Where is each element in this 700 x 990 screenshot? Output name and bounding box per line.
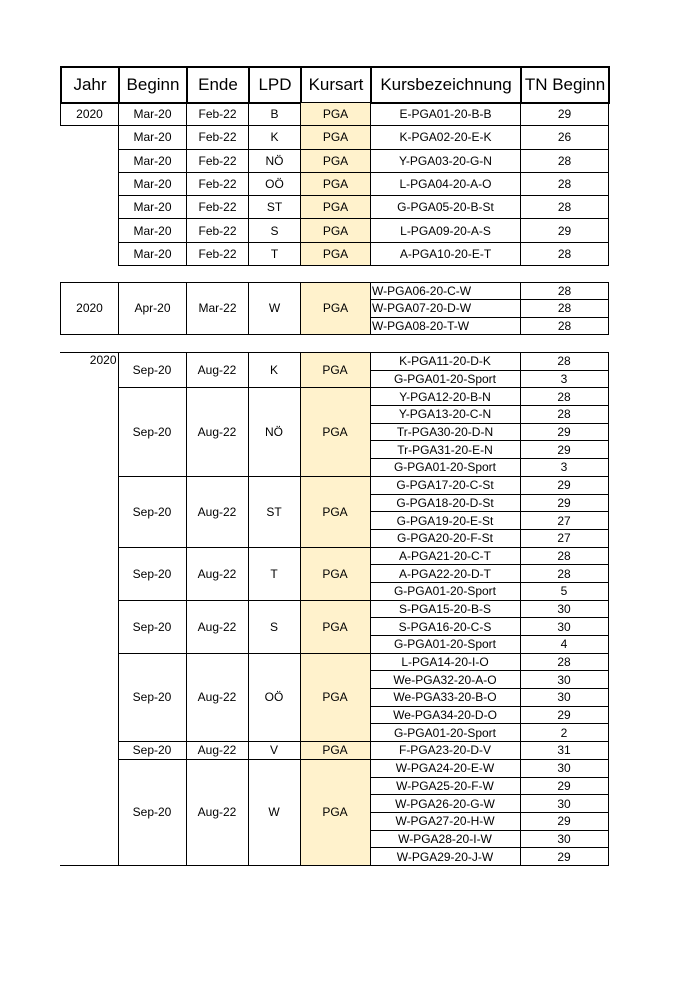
lpd-cell: NÖ	[248, 388, 300, 476]
jahr-cell: 2020	[60, 353, 118, 866]
lpd-cell: B	[249, 103, 301, 126]
lpd-cell: OÖ	[248, 653, 300, 741]
jahr-empty	[61, 219, 119, 242]
tn-cell: 29	[520, 848, 608, 866]
kursart-cell: PGA	[301, 103, 371, 126]
header-ende: Ende	[187, 67, 249, 103]
table-row	[60, 353, 608, 371]
kursbezeichnung-cell: G-PGA20-20-F-St	[370, 529, 520, 547]
tn-cell: 3	[520, 370, 608, 388]
kursbezeichnung-cell: A-PGA21-20-C-T	[370, 547, 520, 565]
jahr-empty	[61, 172, 119, 195]
table-row	[61, 196, 609, 219]
kursbezeichnung-cell: W-PGA07-20-D-W	[371, 300, 521, 317]
kursart-cell: PGA	[301, 172, 371, 195]
table-row	[61, 149, 609, 172]
kursbezeichnung-cell: W-PGA26-20-G-W	[370, 795, 520, 813]
kursart-cell: PGA	[300, 547, 370, 600]
ende-cell: Aug-22	[186, 742, 248, 760]
tn-cell: 31	[520, 742, 608, 760]
kursbezeichnung-cell: A-PGA10-20-E-T	[371, 242, 521, 265]
kursart-cell: PGA	[300, 653, 370, 741]
table-row	[60, 742, 608, 760]
kursbezeichnung-cell: G-PGA19-20-E-St	[370, 512, 520, 530]
jahr-empty	[61, 196, 119, 219]
tn-cell: 29	[520, 812, 608, 830]
ende-cell: Aug-22	[186, 353, 248, 388]
table-row	[60, 388, 608, 406]
kursart-cell: PGA	[300, 388, 370, 476]
kursart-cell: PGA	[300, 742, 370, 760]
header-kursart: Kursart	[301, 67, 371, 103]
lpd-cell: K	[249, 126, 301, 149]
table-row	[61, 126, 609, 149]
kursbezeichnung-cell: K-PGA02-20-E-K	[371, 126, 521, 149]
kursart-cell: PGA	[300, 476, 370, 547]
tn-cell: 4	[520, 636, 608, 654]
tn-cell: 28	[521, 242, 609, 265]
kursbezeichnung-cell: We-PGA34-20-D-O	[370, 706, 520, 724]
beginn-cell: Apr-20	[119, 283, 187, 335]
jahr-cell: 2020	[61, 103, 119, 126]
tn-cell: 30	[520, 600, 608, 618]
beginn-cell: Sep-20	[118, 759, 186, 865]
tn-cell: 30	[520, 618, 608, 636]
ende-cell: Aug-22	[186, 388, 248, 476]
header-jahr: Jahr	[61, 67, 119, 103]
tn-cell: 28	[521, 300, 609, 317]
tn-cell: 29	[520, 441, 608, 459]
kursbezeichnung-cell: Y-PGA13-20-C-N	[370, 406, 520, 424]
kursbezeichnung-cell: Y-PGA12-20-B-N	[370, 388, 520, 406]
beginn-cell: Sep-20	[118, 742, 186, 760]
kursbezeichnung-cell: G-PGA01-20-Sport	[370, 459, 520, 477]
kursart-cell: PGA	[300, 353, 370, 388]
kursbezeichnung-cell: W-PGA06-20-C-W	[371, 283, 521, 300]
table-row	[61, 172, 609, 195]
tn-cell: 30	[520, 795, 608, 813]
kursbezeichnung-cell: L-PGA09-20-A-S	[371, 219, 521, 242]
kursart-cell: PGA	[300, 600, 370, 653]
kursbezeichnung-cell: Tr-PGA30-20-D-N	[370, 423, 520, 441]
table-row	[60, 600, 608, 618]
table-row	[60, 547, 608, 565]
kursbezeichnung-cell: G-PGA17-20-C-St	[370, 476, 520, 494]
ende-cell: Feb-22	[187, 242, 249, 265]
kursbezeichnung-cell: W-PGA08-20-T-W	[371, 317, 521, 334]
tn-cell: 29	[520, 476, 608, 494]
kursbezeichnung-cell: E-PGA01-20-B-B	[371, 103, 521, 126]
kursbezeichnung-cell: L-PGA14-20-I-O	[370, 653, 520, 671]
block1-table	[60, 102, 609, 266]
kursbezeichnung-cell: W-PGA24-20-E-W	[370, 759, 520, 777]
tn-cell: 29	[520, 706, 608, 724]
header-kursbezeichnung: Kursbezeichnung	[371, 67, 521, 103]
tn-cell: 29	[520, 777, 608, 795]
ende-cell: Feb-22	[187, 126, 249, 149]
tn-cell: 27	[520, 512, 608, 530]
tn-cell: 30	[520, 759, 608, 777]
kursbezeichnung-cell: We-PGA32-20-A-O	[370, 671, 520, 689]
table-row	[60, 476, 608, 494]
beginn-cell: Mar-20	[119, 103, 187, 126]
ende-cell: Feb-22	[187, 103, 249, 126]
kursbezeichnung-cell: A-PGA22-20-D-T	[370, 565, 520, 583]
tn-cell: 28	[520, 547, 608, 565]
beginn-cell: Mar-20	[119, 149, 187, 172]
lpd-cell: S	[248, 600, 300, 653]
tn-cell: 28	[521, 172, 609, 195]
ende-cell: Feb-22	[187, 149, 249, 172]
kursbezeichnung-cell: Y-PGA03-20-G-N	[371, 149, 521, 172]
jahr-empty	[61, 149, 119, 172]
beginn-cell: Sep-20	[118, 388, 186, 476]
ende-cell: Feb-22	[187, 172, 249, 195]
kursbezeichnung-cell: W-PGA25-20-F-W	[370, 777, 520, 795]
lpd-cell: K	[248, 353, 300, 388]
beginn-cell: Sep-20	[118, 547, 186, 600]
tn-cell: 28	[520, 388, 608, 406]
lpd-cell: W	[249, 283, 301, 335]
kursbezeichnung-cell: G-PGA01-20-Sport	[370, 582, 520, 600]
tn-cell: 26	[521, 126, 609, 149]
lpd-cell: V	[248, 742, 300, 760]
tn-cell: 2	[520, 724, 608, 742]
table-row	[61, 219, 609, 242]
beginn-cell: Sep-20	[118, 653, 186, 741]
kursbezeichnung-cell: W-PGA27-20-H-W	[370, 812, 520, 830]
kursbezeichnung-cell: G-PGA05-20-B-St	[371, 196, 521, 219]
lpd-cell: T	[249, 242, 301, 265]
lpd-cell: ST	[249, 196, 301, 219]
kursbezeichnung-cell: Tr-PGA31-20-E-N	[370, 441, 520, 459]
tn-cell: 29	[521, 103, 609, 126]
kursbezeichnung-cell: We-PGA33-20-B-O	[370, 689, 520, 707]
kursbezeichnung-cell: W-PGA28-20-I-W	[370, 830, 520, 848]
lpd-cell: S	[249, 219, 301, 242]
lpd-cell: NÖ	[249, 149, 301, 172]
kursbezeichnung-cell: K-PGA11-20-D-K	[370, 353, 520, 371]
kursbezeichnung-cell: S-PGA16-20-C-S	[370, 618, 520, 636]
table-row	[61, 242, 609, 265]
beginn-cell: Mar-20	[119, 242, 187, 265]
kursart-cell: PGA	[301, 196, 371, 219]
ende-cell: Aug-22	[186, 600, 248, 653]
kursbezeichnung-cell: F-PGA23-20-D-V	[370, 742, 520, 760]
table-row	[61, 283, 609, 300]
kursbezeichnung-cell: W-PGA29-20-J-W	[370, 848, 520, 866]
beginn-cell: Sep-20	[118, 476, 186, 547]
tn-cell: 30	[520, 671, 608, 689]
lpd-cell: ST	[248, 476, 300, 547]
tn-cell: 27	[520, 529, 608, 547]
tn-cell: 30	[520, 689, 608, 707]
ende-cell: Feb-22	[187, 196, 249, 219]
kursart-cell: PGA	[301, 149, 371, 172]
jahr-empty	[61, 126, 119, 149]
table-row	[60, 653, 608, 671]
beginn-cell: Mar-20	[119, 172, 187, 195]
kursbezeichnung-cell: G-PGA01-20-Sport	[370, 724, 520, 742]
tn-cell: 28	[520, 653, 608, 671]
ende-cell: Aug-22	[186, 759, 248, 865]
tn-cell: 28	[521, 196, 609, 219]
beginn-cell: Sep-20	[118, 600, 186, 653]
tn-cell: 29	[520, 423, 608, 441]
tn-cell: 28	[521, 283, 609, 300]
kursbezeichnung-cell: L-PGA04-20-A-O	[371, 172, 521, 195]
table-row	[61, 103, 609, 126]
ende-cell: Aug-22	[186, 653, 248, 741]
tn-cell: 28	[521, 317, 609, 334]
beginn-cell: Mar-20	[119, 126, 187, 149]
tn-cell: 28	[520, 353, 608, 371]
jahr-cell: 2020	[61, 283, 119, 335]
tn-cell: 29	[520, 494, 608, 512]
kursbezeichnung-cell: G-PGA18-20-D-St	[370, 494, 520, 512]
ende-cell: Feb-22	[187, 219, 249, 242]
ende-cell: Aug-22	[186, 547, 248, 600]
ende-cell: Mar-22	[187, 283, 249, 335]
header-lpd: LPD	[249, 67, 301, 103]
kursart-cell: PGA	[301, 242, 371, 265]
kursart-cell: PGA	[300, 759, 370, 865]
tn-cell: 28	[520, 565, 608, 583]
block3-table	[60, 352, 609, 866]
lpd-cell: OÖ	[249, 172, 301, 195]
lpd-cell: W	[248, 759, 300, 865]
tn-cell: 29	[521, 219, 609, 242]
kursart-cell: PGA	[301, 283, 371, 335]
header-beginn: Beginn	[119, 67, 187, 103]
header-table	[60, 66, 610, 104]
tn-cell: 3	[520, 459, 608, 477]
jahr-empty	[61, 242, 119, 265]
table-row	[60, 759, 608, 777]
tn-cell: 28	[520, 406, 608, 424]
beginn-cell: Mar-20	[119, 219, 187, 242]
tn-cell: 30	[520, 830, 608, 848]
beginn-cell: Mar-20	[119, 196, 187, 219]
tn-cell: 5	[520, 582, 608, 600]
kursbezeichnung-cell: S-PGA15-20-B-S	[370, 600, 520, 618]
lpd-cell: T	[248, 547, 300, 600]
kursart-cell: PGA	[301, 219, 371, 242]
block2-table	[60, 282, 609, 335]
kursart-cell: PGA	[301, 126, 371, 149]
beginn-cell: Sep-20	[118, 353, 186, 388]
kursbezeichnung-cell: G-PGA01-20-Sport	[370, 370, 520, 388]
header-tn-beginn: TN Beginn	[521, 67, 609, 103]
ende-cell: Aug-22	[186, 476, 248, 547]
tn-cell: 28	[521, 149, 609, 172]
kursbezeichnung-cell: G-PGA01-20-Sport	[370, 636, 520, 654]
